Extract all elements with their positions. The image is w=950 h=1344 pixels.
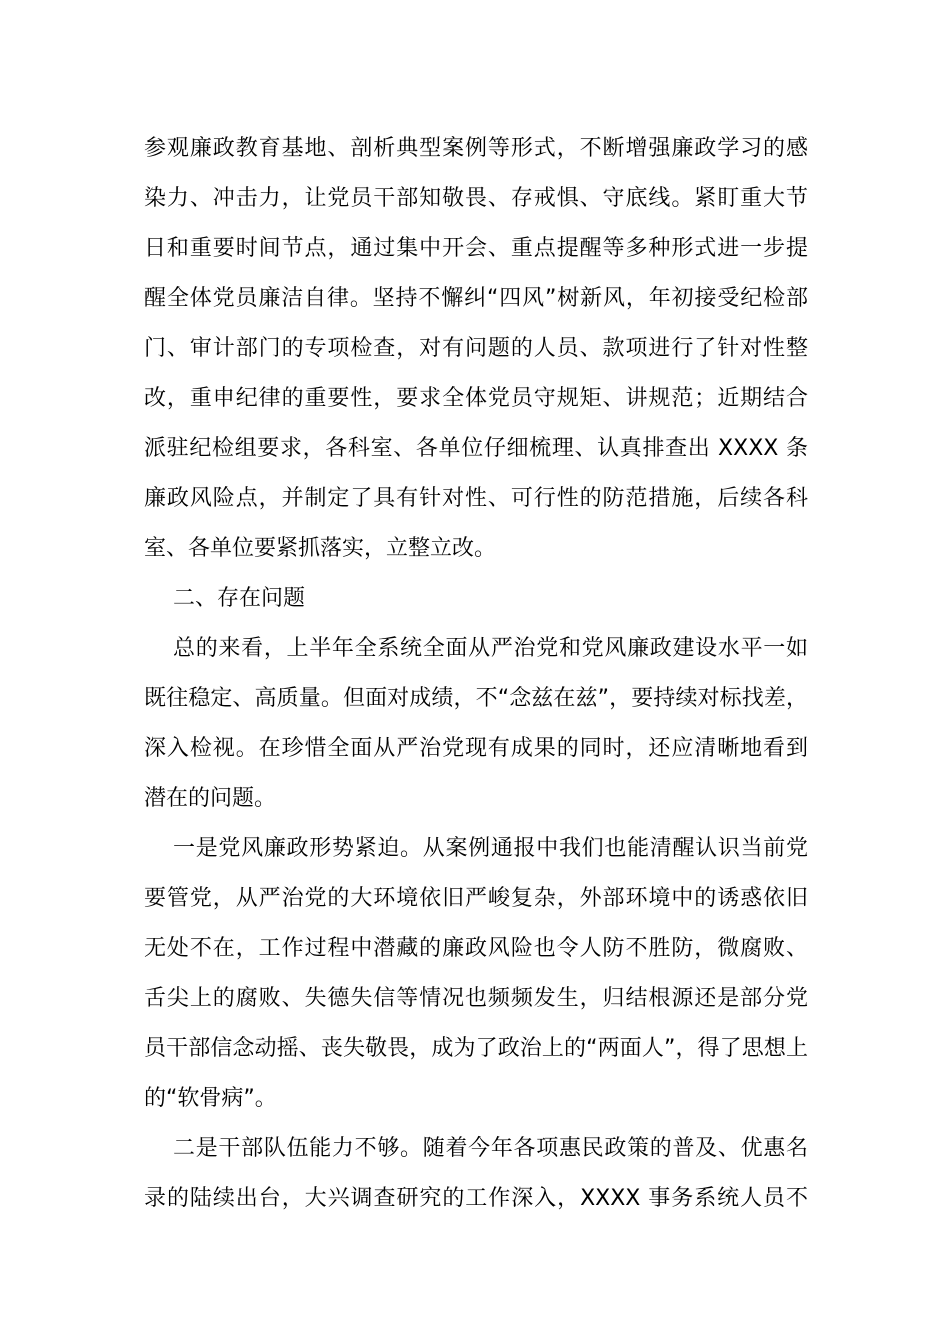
text-line: 的“软骨病”。 bbox=[144, 1086, 277, 1111]
text-line: 日和重要时间节点，通过集中开会、重点提醒等多种形式进一步提 bbox=[144, 236, 808, 261]
text-line: 无处不在，工作过程中潜藏的廉政风险也令人防不胜防，微腐败、 bbox=[144, 936, 808, 961]
text-line: 员干部信念动摇、丧失敬畏，成为了政治上的“两面人”，得了思想上 bbox=[144, 1036, 808, 1061]
text-line: 室、各单位要紧抓落实，立整立改。 bbox=[144, 536, 497, 561]
text-line: 总的来看，上半年全系统全面从严治党和党风廉政建设水平一如 bbox=[173, 636, 808, 661]
text-line: 潜在的问题。 bbox=[144, 786, 277, 811]
paragraph bbox=[144, 824, 808, 1124]
section-heading bbox=[144, 574, 808, 624]
paragraph bbox=[144, 624, 808, 824]
text-line: 二是干部队伍能力不够。随着今年各项惠民政策的普及、优惠名 bbox=[173, 1136, 808, 1161]
paragraph bbox=[144, 124, 808, 574]
text-line: 改，重申纪律的重要性，要求全体党员守规矩、讲规范；近期结合 bbox=[144, 386, 808, 411]
text-line: 参观廉政教育基地、剖析典型案例等形式，不断增强廉政学习的感 bbox=[144, 136, 808, 161]
text-line: 醒全体党员廉洁自律。坚持不懈纠“四风”树新风，年初接受纪检部 bbox=[144, 286, 808, 311]
text-line: 深入检视。在珍惜全面从严治党现有成果的同时，还应清晰地看到 bbox=[144, 736, 808, 761]
text-line: 门、审计部门的专项检查，对有问题的人员、款项进行了针对性整 bbox=[144, 336, 808, 361]
text-line: 染力、冲击力，让党员干部知敬畏、存戒惧、守底线。紧盯重大节 bbox=[144, 186, 808, 211]
text-line: 一是党风廉政形势紧迫。从案例通报中我们也能清醒认识当前党 bbox=[173, 836, 808, 861]
text-line: 派驻纪检组要求，各科室、各单位仔细梳理、认真排查出 XXXX 条 bbox=[144, 436, 808, 461]
text-line: 舌尖上的腐败、失德失信等情况也频频发生，归结根源还是部分党 bbox=[144, 986, 808, 1011]
heading-text: 二、存在问题 bbox=[173, 586, 306, 611]
text-line: 廉政风险点，并制定了具有针对性、可行性的防范措施，后续各科 bbox=[144, 486, 808, 511]
text-line: 要管党，从严治党的大环境依旧严峻复杂，外部环境中的诱惑依旧 bbox=[144, 886, 808, 911]
paragraph bbox=[144, 1124, 808, 1224]
document-body bbox=[144, 124, 808, 1224]
text-line: 录的陆续出台，大兴调查研究的工作深入，XXXX 事务系统人员不 bbox=[144, 1186, 808, 1211]
text-line: 既往稳定、高质量。但面对成绩，不“念兹在兹”，要持续对标找差， bbox=[144, 686, 808, 711]
